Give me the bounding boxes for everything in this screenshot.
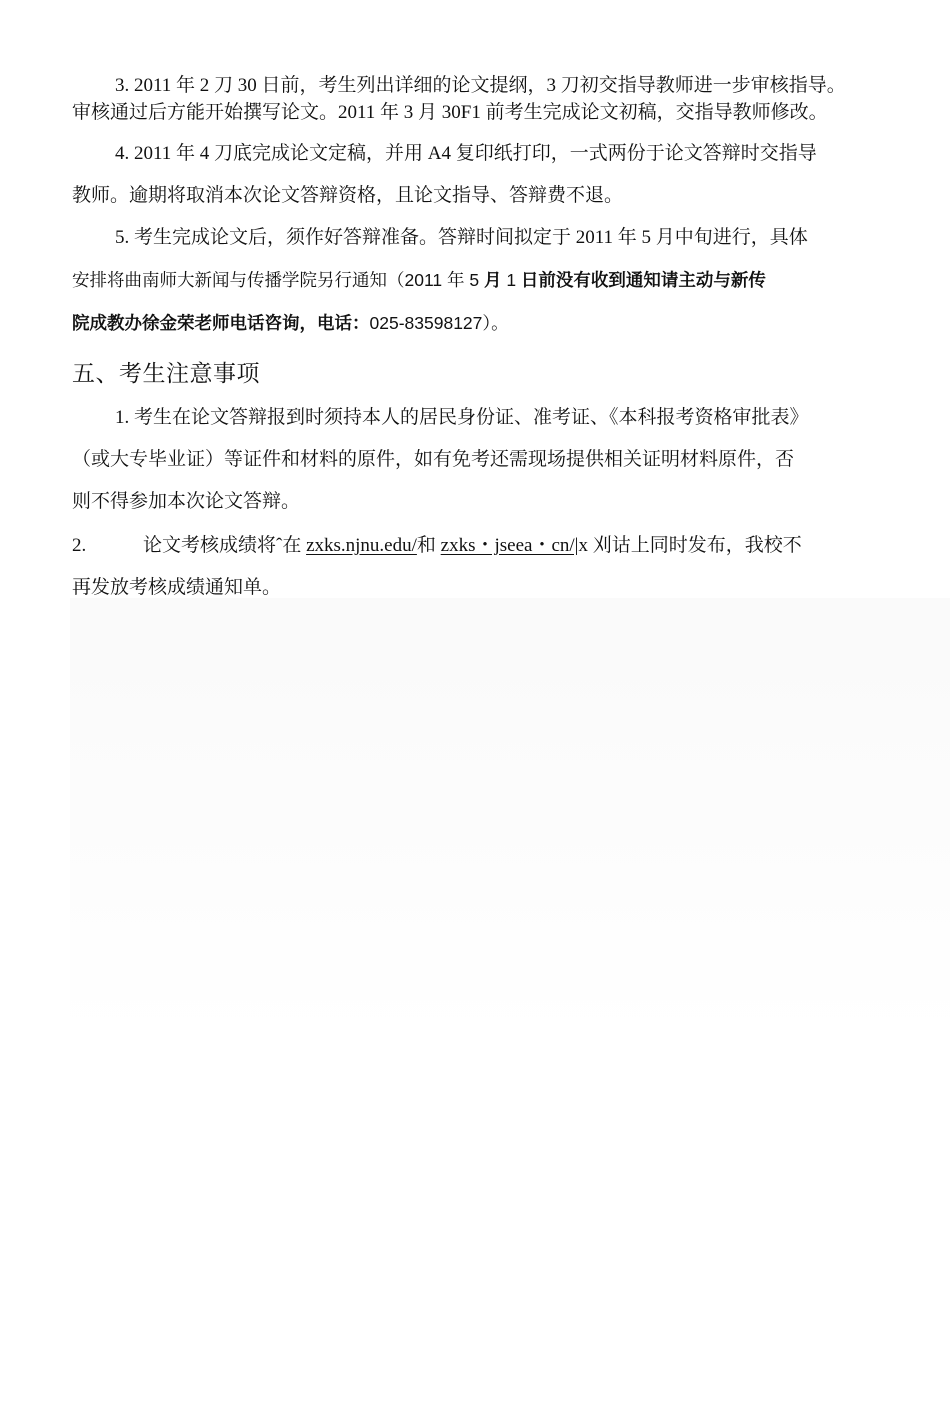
item-5-line-3 (72, 311, 509, 336)
notice-item-2-line-1 (72, 534, 802, 558)
item-5-line-2 (72, 268, 766, 293)
item-4-line-1: 4. 2011 年 4 刀底完成论文定稿，并用 A4 复印纸打印，一式两份于论文答辩时交指导 (115, 143, 817, 164)
item-5-line-3-bold-text: 院成教办徐金荣老师电话咨询，电话： (72, 313, 370, 333)
notice-item-1-line-3: 则不得参加本次论文答辩。 (72, 491, 301, 512)
notice-item-2-text-c: x 刈诂上同时发布，我校不 (578, 535, 802, 556)
item-5-line-2-text: 安排将曲南师大新闻与传播学院另行通知（2011 年 5 (72, 270, 484, 290)
section-5-heading: 五、考生注意事项 (72, 361, 260, 387)
item-5-line-2-day: 1 (501, 270, 521, 290)
item-5-line-2-bold-text: 日前没有收到通知请主动与新传 (520, 270, 766, 290)
notice-item-2-text-b: 和 (416, 535, 441, 556)
notice-item-2-line-2: 再发放考核成绩通知单。 (72, 577, 282, 598)
link-zxks-jseea[interactable]: zxks・jseea・cn/| (440, 535, 579, 556)
notice-item-1-line-2: （或大专毕业证）等证件和材料的原件，如有免考还需现场提供相关证明材料原件，否 (72, 449, 795, 470)
notice-item-2-text-a: 论文考核成绩将ˆ在 (143, 535, 307, 556)
phone-number: 025-83598127）。 (369, 313, 509, 333)
scan-shading (70, 598, 950, 1038)
item-4-line-2: 教师。逾期将取消本次论文答辩资格，且论文指导、答辩费不退。 (72, 185, 624, 206)
notice-item-1-line-1: 1. 考生在论文答辩报到时须持本人的居民身份证、准考证、《本科报考资格审批表》 (115, 407, 809, 428)
notice-item-2-number: 2. (72, 535, 87, 556)
item-5-line-1: 5. 考生完成论文后，须作好答辩准备。答辩时间拟定于 2011 年 5 月中旬进行，具体 (115, 227, 808, 248)
item-3-line-1: 3. 2011 年 2 刀 30 日前，考生列出详细的论文提纲，3 刀初交指导教师进一步审核指导。 (115, 75, 846, 96)
item-5-line-2-bold-month: 月 (483, 270, 502, 290)
item-3-line-2: 审核通过后方能开始撰写论文。2011 年 3 月 30F1 前考生完成论文初稿，交指导教师修改。 (72, 102, 828, 123)
link-zxks-njnu[interactable]: zxks.njnu.edu/ (306, 535, 417, 556)
